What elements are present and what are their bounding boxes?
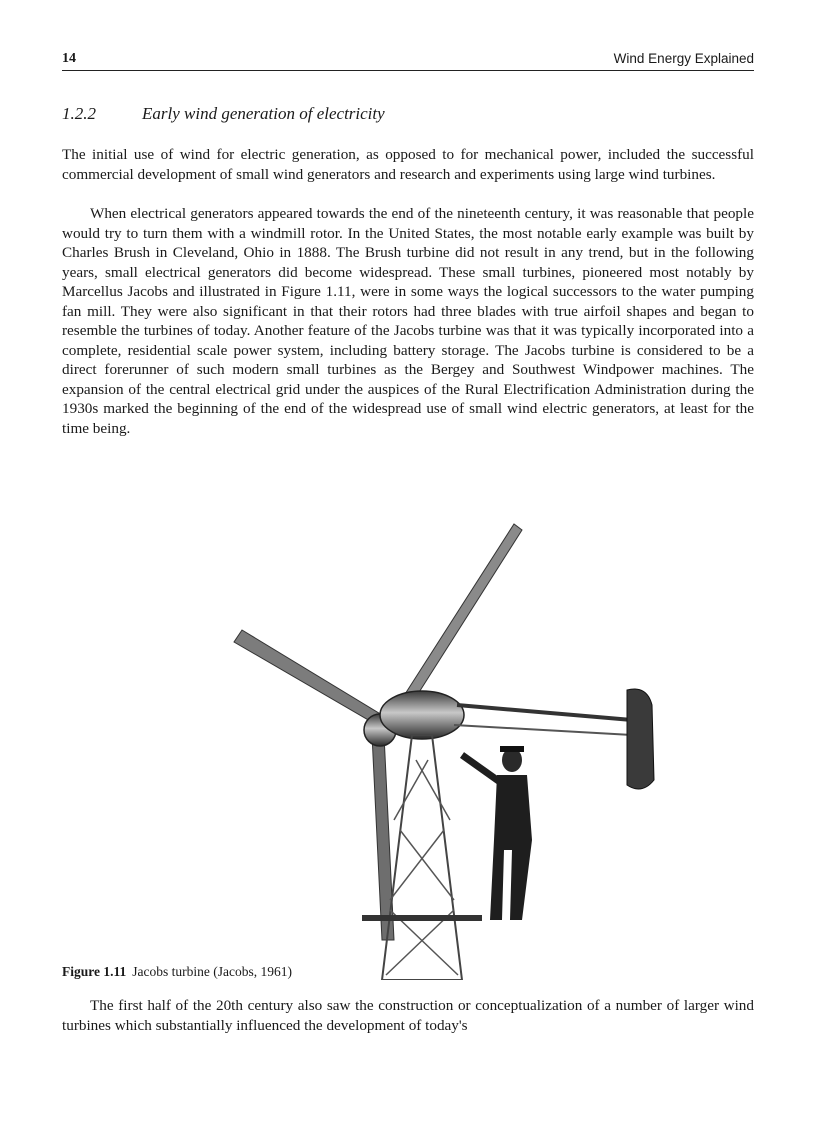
jacobs-turbine-illustration (222, 520, 682, 980)
book-title: Wind Energy Explained (613, 51, 754, 66)
figure-caption-text: Jacobs turbine (Jacobs, 1961) (132, 964, 292, 979)
section-heading (62, 104, 385, 124)
blade-left (234, 630, 382, 725)
tail-vane (627, 689, 654, 789)
section-title: Early wind generation of electricity (142, 104, 385, 123)
figure-label: Figure 1.11 (62, 964, 127, 979)
running-head (62, 50, 754, 71)
section-number: 1.2.2 (62, 104, 96, 123)
paragraph-2: When electrical generators appeared towards the end of the nineteenth century, it was reasonable that people would try to turn them with a windmill rotor. In the United States, the most notable early example was built by Charles Brush in Cleveland, Ohio in 1888. The Brush turbine did not result in any trend, but in the following years, small electrical generators did become widespread. These small turbines, pioneered most notably by Marcellus Jacobs and illustrated in Figure 1.11, were in some ways the logical successors to the water pumping fan mill. They were also significant in that their rotors had three blades with true airfoil shapes and began to resemble the turbines of today. Another feature of the Jacobs turbine was that it was typically incorporated into a complete, residential scale power system, including battery storage. The Jacobs turbine is considered to be a direct forerunner of such modern small turbines as the Bergey and Southwest Windpower machines. The expansion of the central electrical grid under the auspices of the Rural Electrification Administration during the 1930s marked the beginning of the end of the widespread use of small wind electric generators, at least for the time being. (62, 205, 754, 437)
nacelle (380, 691, 464, 739)
paragraph-3: The first half of the 20th century also saw the construction or conceptualization of a number of larger wind turbines which substantially influenced the development of today's (62, 997, 754, 1034)
figure-caption (62, 964, 292, 980)
man-figure (462, 746, 532, 920)
page-number: 14 (62, 51, 76, 66)
paragraph-1: The initial use of wind for electric generation, as opposed to for mechanical power, included the successful commercial development of small wind generators and research and experiments using large wind turbines. (62, 146, 754, 183)
